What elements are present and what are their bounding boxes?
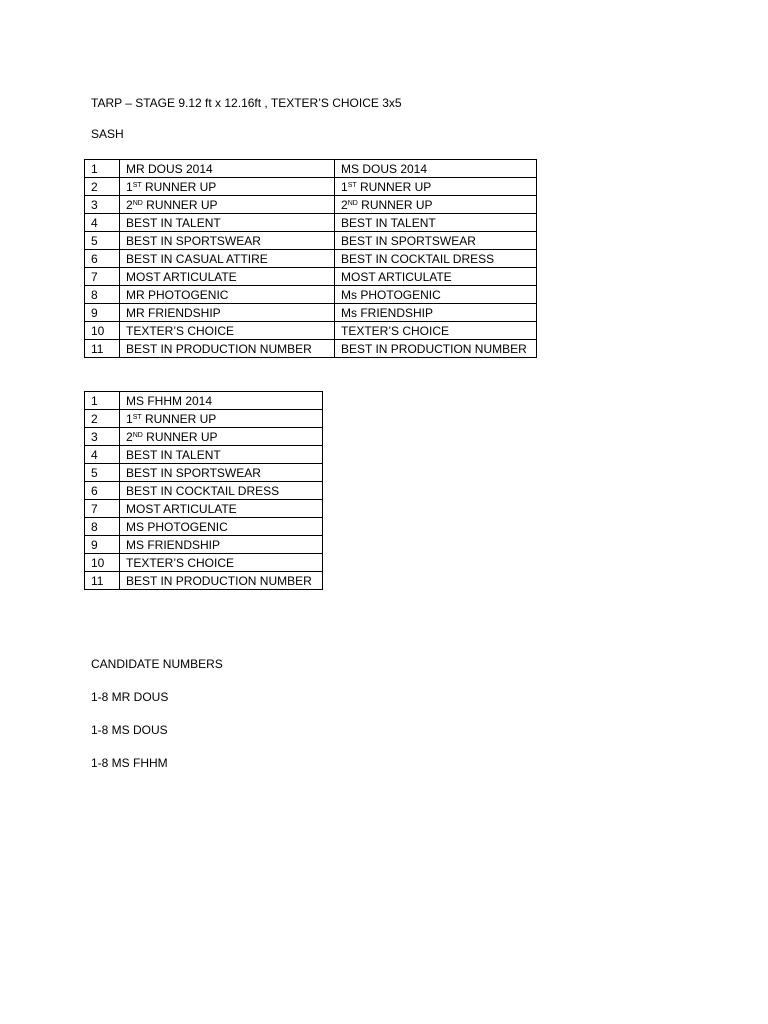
table-row: [85, 286, 537, 304]
row-number: 2: [85, 410, 120, 428]
table-row: [85, 500, 323, 518]
table-row: [85, 428, 323, 446]
row-number: 9: [85, 536, 120, 554]
ms-fhhm-cell: BEST IN PRODUCTION NUMBER: [120, 572, 323, 590]
ms-dous-cell: Ms PHOTOGENIC: [335, 286, 537, 304]
mr-dous-cell: BEST IN CASUAL ATTIRE: [120, 250, 335, 268]
ms-fhhm-cell: MS FHHM 2014: [120, 392, 323, 410]
table-row: [85, 160, 537, 178]
candidate-line-ms-fhhm: 1-8 MS FHHM: [91, 756, 168, 770]
table-row: [85, 446, 323, 464]
table-row: [85, 482, 323, 500]
table-row: [85, 554, 323, 572]
ms-dous-cell: BEST IN PRODUCTION NUMBER: [335, 340, 537, 358]
mr-dous-cell: BEST IN SPORTSWEAR: [120, 232, 335, 250]
ms-fhhm-cell: MS PHOTOGENIC: [120, 518, 323, 536]
row-number: 8: [85, 286, 120, 304]
row-number: 10: [85, 554, 120, 572]
table-row: [85, 392, 323, 410]
row-number: 4: [85, 214, 120, 232]
mr-dous-cell: MOST ARTICULATE: [120, 268, 335, 286]
ms-fhhm-cell: BEST IN COCKTAIL DRESS: [120, 482, 323, 500]
mr-dous-cell: MR FRIENDSHIP: [120, 304, 335, 322]
ms-dous-cell: 1ST RUNNER UP: [335, 178, 537, 196]
row-number: 11: [85, 340, 120, 358]
row-number: 2: [85, 178, 120, 196]
tarp-stage-line: TARP – STAGE 9.12 ft x 12.16ft , TEXTER’S CHOICE 3x5: [91, 96, 402, 110]
candidate-line-mr-dous: 1-8 MR DOUS: [91, 690, 169, 704]
sash-heading: SASH: [91, 127, 124, 141]
ms-dous-cell: BEST IN SPORTSWEAR: [335, 232, 537, 250]
table-row: [85, 232, 537, 250]
table-row: [85, 268, 537, 286]
mr-dous-cell: BEST IN PRODUCTION NUMBER: [120, 340, 335, 358]
ms-fhhm-cell: BEST IN TALENT: [120, 446, 323, 464]
table-row: [85, 410, 323, 428]
ms-dous-cell: MOST ARTICULATE: [335, 268, 537, 286]
row-number: 7: [85, 268, 120, 286]
row-number: 7: [85, 500, 120, 518]
ms-fhhm-cell: TEXTER’S CHOICE: [120, 554, 323, 572]
table-row: [85, 572, 323, 590]
row-number: 10: [85, 322, 120, 340]
mr-dous-cell: TEXTER’S CHOICE: [120, 322, 335, 340]
table-row: [85, 322, 537, 340]
ms-dous-cell: Ms FRIENDSHIP: [335, 304, 537, 322]
row-number: 3: [85, 428, 120, 446]
table-row: [85, 178, 537, 196]
table-row: [85, 340, 537, 358]
table-row: [85, 536, 323, 554]
ms-dous-cell: 2ND RUNNER UP: [335, 196, 537, 214]
row-number: 1: [85, 160, 120, 178]
row-number: 6: [85, 250, 120, 268]
row-number: 11: [85, 572, 120, 590]
table-row: [85, 304, 537, 322]
mr-dous-cell: 1ST RUNNER UP: [120, 178, 335, 196]
table-row: [85, 250, 537, 268]
row-number: 5: [85, 464, 120, 482]
ms-dous-cell: BEST IN COCKTAIL DRESS: [335, 250, 537, 268]
candidate-line-ms-dous: 1-8 MS DOUS: [91, 723, 168, 737]
table-row: [85, 464, 323, 482]
table-row: [85, 518, 323, 536]
row-number: 1: [85, 392, 120, 410]
row-number: 6: [85, 482, 120, 500]
sash-table-fhhm: [84, 391, 323, 590]
ms-fhhm-cell: MOST ARTICULATE: [120, 500, 323, 518]
ms-fhhm-cell: BEST IN SPORTSWEAR: [120, 464, 323, 482]
mr-dous-cell: 2ND RUNNER UP: [120, 196, 335, 214]
row-number: 3: [85, 196, 120, 214]
table-row: [85, 214, 537, 232]
row-number: 5: [85, 232, 120, 250]
ms-fhhm-cell: 2ND RUNNER UP: [120, 428, 323, 446]
ms-dous-cell: TEXTER’S CHOICE: [335, 322, 537, 340]
mr-dous-cell: BEST IN TALENT: [120, 214, 335, 232]
ms-fhhm-cell: 1ST RUNNER UP: [120, 410, 323, 428]
mr-dous-cell: MR DOUS 2014: [120, 160, 335, 178]
row-number: 9: [85, 304, 120, 322]
ms-dous-cell: BEST IN TALENT: [335, 214, 537, 232]
table-row: [85, 196, 537, 214]
row-number: 8: [85, 518, 120, 536]
ms-fhhm-cell: MS FRIENDSHIP: [120, 536, 323, 554]
row-number: 4: [85, 446, 120, 464]
mr-dous-cell: MR PHOTOGENIC: [120, 286, 335, 304]
sash-table-dous: [84, 159, 537, 358]
candidate-numbers-heading: CANDIDATE NUMBERS: [91, 657, 223, 671]
ms-dous-cell: MS DOUS 2014: [335, 160, 537, 178]
